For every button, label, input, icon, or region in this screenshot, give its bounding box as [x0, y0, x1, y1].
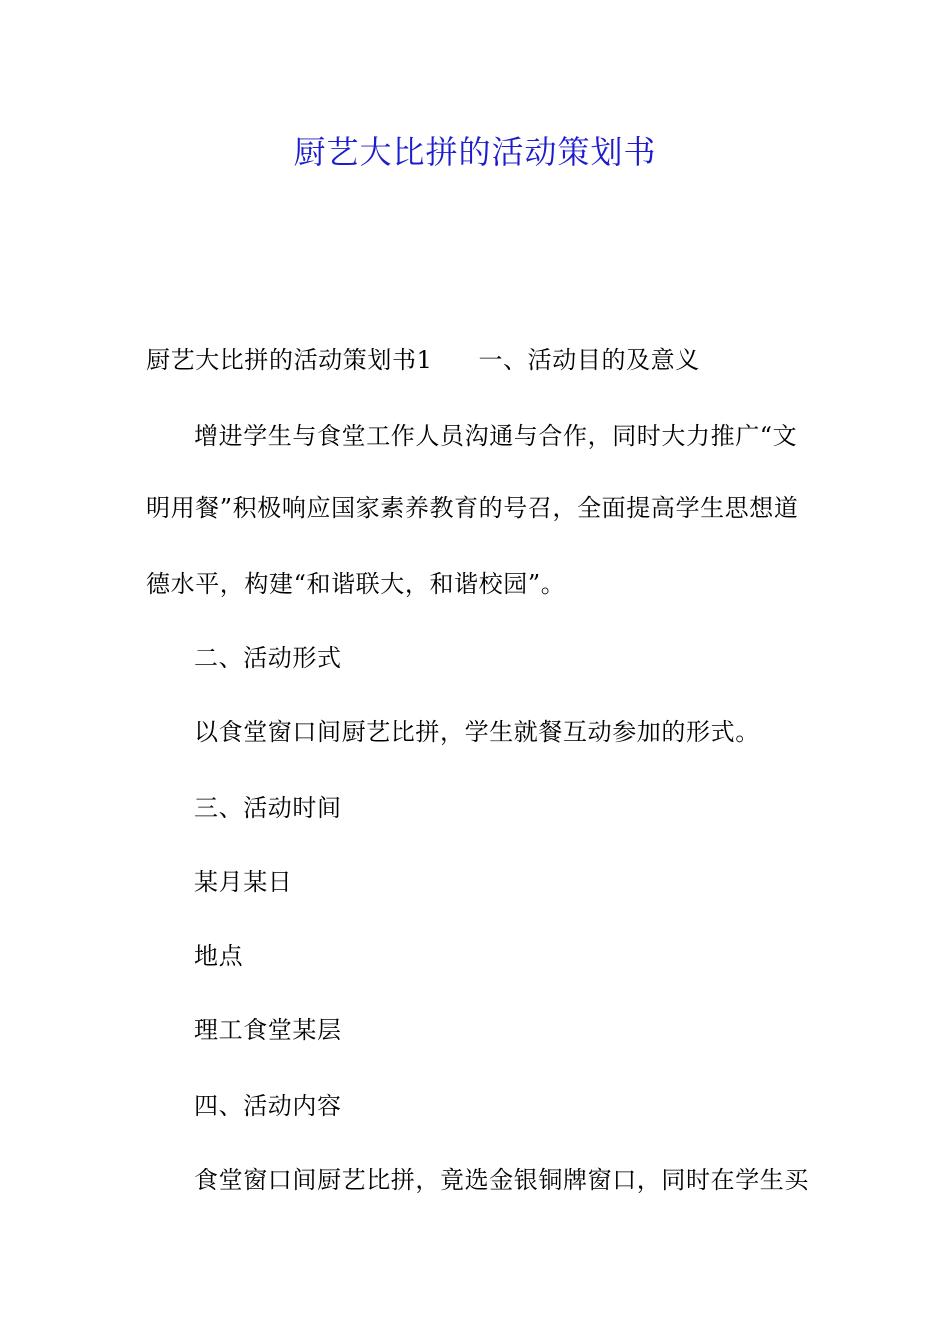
section-heading-4: 四、活动内容: [194, 1092, 342, 1120]
paragraph-4-line-1: 食堂窗口间厨艺比拼，竟选金银铜牌窗口，同时在学生买: [194, 1166, 809, 1194]
location-label: 地点: [194, 942, 244, 970]
location-value: 理工食堂某层: [194, 1016, 342, 1044]
section-heading-3: 三、活动时间: [194, 794, 342, 822]
time-value: 某月某日: [194, 868, 293, 896]
section-heading-2: 二、活动形式: [194, 644, 342, 672]
paragraph-1-line-3: 德水平，构建“和谐联大，和谐校园”。: [146, 570, 566, 598]
subtitle-line: [146, 342, 806, 378]
paragraph-2: 以食堂窗口间厨艺比拼，学生就餐互动参加的形式。: [194, 718, 760, 746]
document-title: 厨艺大比拼的活动策划书: [293, 133, 657, 171]
document-subtitle: 厨艺大比拼的活动策划书1: [146, 346, 433, 374]
paragraph-1-line-2: 明用餐”积极响应国家素养教育的号召，全面提高学生思想道: [146, 494, 799, 522]
paragraph-1-line-1: 增进学生与食堂工作人员沟通与合作，同时大力推广“文: [194, 422, 798, 450]
section-heading-1: 一、活动目的及意义: [478, 346, 700, 374]
